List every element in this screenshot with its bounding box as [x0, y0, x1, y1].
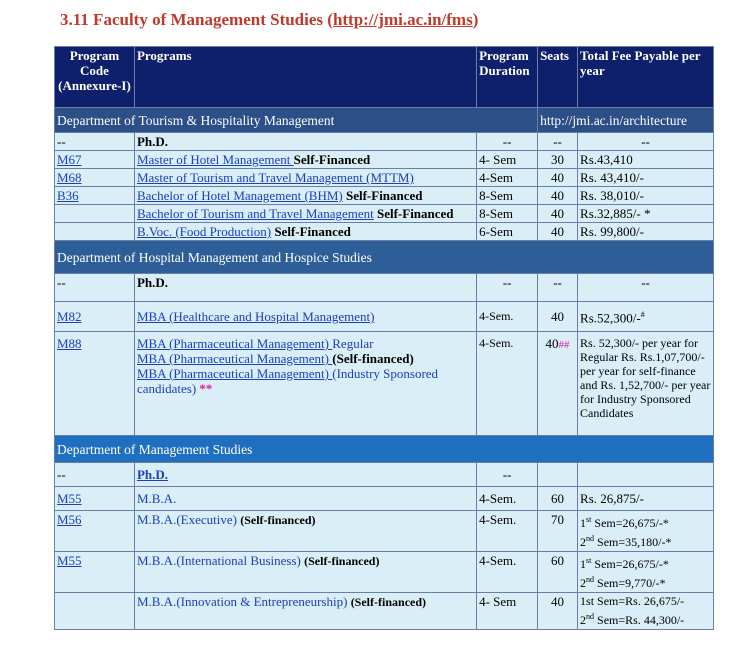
fee-text: Rs.52,300/-: [580, 310, 641, 326]
program-link[interactable]: MBA (Healthcare and Hospital Management): [136, 309, 375, 324]
duration: --: [477, 463, 538, 487]
dept-hospital-row: [55, 241, 714, 274]
program-link[interactable]: MBA (Pharmaceutical Management): [136, 366, 333, 381]
fee: Rs.32,885/- *: [578, 205, 714, 223]
sem-suffix: st: [586, 515, 592, 524]
finance-tag: (Self-financed): [240, 513, 316, 527]
program-code-link[interactable]: M55: [57, 553, 82, 568]
duration: --: [477, 133, 538, 151]
table-row: [55, 205, 714, 223]
header-programs: Programs: [134, 47, 476, 108]
fms-link[interactable]: http://jmi.ac.in/fms: [332, 10, 473, 29]
program-name: M.B.A.(Executive): [136, 512, 241, 527]
dept-management-row: [55, 436, 714, 463]
sem-number: 2: [580, 613, 587, 627]
table-header-row: [55, 47, 714, 108]
program-link[interactable]: B.Voc. (Food Production): [136, 224, 272, 239]
seats: [538, 332, 578, 436]
table-row: [55, 151, 714, 169]
seats: 70: [538, 511, 578, 552]
program-name: M.B.A.(Innovation & Entrepreneurship): [136, 594, 351, 609]
program-link[interactable]: Ph.D.: [136, 467, 169, 482]
fee: [578, 463, 714, 487]
program-code-link[interactable]: M82: [57, 309, 82, 324]
programs-table: [54, 46, 714, 630]
program-link[interactable]: Master of Tourism and Travel Management (MTTM): [136, 170, 414, 185]
finance-tag: Self-Financed: [342, 188, 423, 203]
program-code: --: [55, 274, 135, 302]
duration: 4- Sem: [477, 151, 538, 169]
duration: 6-Sem: [477, 223, 538, 241]
duration: 4-Sem.: [477, 302, 538, 332]
sem2-fee: Sem=35,180/-*: [594, 535, 672, 549]
duration: 4- Sem: [477, 593, 538, 630]
table-row: [55, 593, 714, 630]
header-fee: Total Fee Payable per year: [578, 47, 714, 108]
sem-suffix: st: [586, 556, 592, 565]
seats-mark: ##: [558, 339, 570, 351]
program-code: [55, 593, 135, 630]
duration: 4-Sem.: [477, 511, 538, 552]
program-code-link[interactable]: M55: [57, 491, 82, 506]
program-code-link[interactable]: M67: [57, 152, 82, 167]
duration: --: [477, 274, 538, 302]
program-link[interactable]: Bachelor of Tourism and Travel Management: [136, 206, 374, 221]
table-row: [55, 169, 714, 187]
finance-tag: Self-Financed: [293, 152, 371, 167]
duration: 8-Sem: [477, 187, 538, 205]
fee: [578, 302, 714, 332]
table-row: [55, 223, 714, 241]
seats: 40: [538, 187, 578, 205]
sponsored-tag: (Industry Sponsored candidates): [136, 366, 439, 396]
fee: Rs. 99,800/-: [578, 223, 714, 241]
seats: 60: [538, 552, 578, 593]
dept-name: Department of Tourism & Hospitality Management: [55, 108, 538, 133]
dept-name: Department of Hospital Management and Hospice Studies: [55, 241, 714, 274]
program-code: --: [55, 463, 135, 487]
seats: 30: [538, 151, 578, 169]
duration: 4-Sem.: [477, 552, 538, 593]
seats: 40: [538, 302, 578, 332]
sem-number: 2: [580, 535, 587, 549]
seats: 40: [538, 223, 578, 241]
sem-suffix: nd: [586, 575, 595, 584]
sem-suffix: nd: [586, 612, 595, 621]
seats: 40: [538, 169, 578, 187]
table-row: [55, 302, 714, 332]
sem2-fee: Sem=9,770/-*: [594, 576, 666, 590]
title-text: 3.11 Faculty of Management Studies (: [60, 10, 333, 29]
table-row: [55, 332, 714, 436]
duration: 4-Sem: [477, 169, 538, 187]
fee: Rs. 43,410/-: [578, 169, 714, 187]
program-code: --: [55, 133, 135, 151]
finance-tag: (Self-financed): [350, 595, 427, 609]
header-seats: Seats: [538, 47, 578, 108]
table-row: [55, 187, 714, 205]
table-row: [55, 133, 714, 151]
program-name: M.B.A.(International Business): [136, 553, 305, 568]
program-name: M.B.A.: [136, 491, 177, 506]
sem-number: 1: [580, 516, 587, 530]
sem1-fee: Sem=26,675/-*: [591, 516, 669, 530]
program-code-link[interactable]: B36: [57, 188, 79, 203]
footnote-mark: **: [199, 381, 213, 396]
page-title: [60, 10, 478, 30]
dept-name: Department of Management Studies: [55, 436, 714, 463]
finance-tag: Self-Financed: [373, 206, 454, 221]
sem-number: 1: [580, 557, 587, 571]
seats-value: 40: [545, 336, 559, 351]
fee: --: [578, 133, 714, 151]
program-link[interactable]: MBA (Pharmaceutical Management): [136, 351, 333, 366]
program-name: Ph.D.: [134, 133, 476, 151]
fee: Rs. 52,300/- per year for Regular Rs. Rs.1,07,700/- per year for self-finance and Rs. 1,52,700/- per year for Industry Sponsored Candidates: [578, 332, 714, 436]
sem2-fee: Sem=Rs. 44,300/-: [594, 613, 685, 627]
title-suffix: ): [472, 10, 479, 29]
fee: Rs. 38,010/-: [578, 187, 714, 205]
sem-number: 2: [580, 576, 587, 590]
table-row: [55, 463, 714, 487]
dept-url: http://jmi.ac.in/architecture: [538, 108, 714, 133]
finance-tag: Self-Financed: [271, 224, 351, 239]
duration: 4-Sem.: [477, 332, 538, 436]
program-code: [55, 205, 135, 223]
seats: --: [538, 274, 578, 302]
fee: --: [578, 274, 714, 302]
program-code-link[interactable]: M88: [57, 336, 82, 351]
program-name: Ph.D.: [134, 274, 476, 302]
seats: --: [538, 133, 578, 151]
program-code-link[interactable]: M68: [57, 170, 82, 185]
program-link[interactable]: Bachelor of Hotel Management (BHM): [136, 188, 343, 203]
dept-tourism-row: [55, 108, 714, 133]
program-link[interactable]: Master of Hotel Management: [136, 152, 294, 167]
program-code: [55, 223, 135, 241]
fee: Rs.43,410: [578, 151, 714, 169]
fee: [578, 593, 714, 630]
table-row: [55, 487, 714, 511]
program-link[interactable]: MBA (Pharmaceutical Management): [136, 336, 333, 351]
duration: 8-Sem: [477, 205, 538, 223]
table-row: [55, 274, 714, 302]
header-code: Program Code (Annexure-I): [55, 47, 135, 108]
sem1-fee: 1st Sem=Rs. 26,675/-: [580, 594, 685, 608]
table-row: [55, 552, 714, 593]
seats: 40: [538, 593, 578, 630]
seats: 40: [538, 205, 578, 223]
duration: 4-Sem.: [477, 487, 538, 511]
finance-tag: (Self-financed): [304, 554, 380, 568]
seats: 60: [538, 487, 578, 511]
self-financed-tag: (Self-financed): [332, 351, 414, 366]
program-code-link[interactable]: M56: [57, 512, 82, 527]
fee: [578, 511, 714, 552]
fee: Rs. 26,875/-: [578, 487, 714, 511]
regular-tag: Regular: [332, 336, 374, 351]
fee-mark: #: [640, 310, 645, 320]
table-row: [55, 511, 714, 552]
sem-suffix: nd: [586, 534, 595, 543]
seats: [538, 463, 578, 487]
header-duration: Program Duration: [477, 47, 538, 108]
fee: [578, 552, 714, 593]
sem1-fee: Sem=26,675/-*: [591, 557, 669, 571]
